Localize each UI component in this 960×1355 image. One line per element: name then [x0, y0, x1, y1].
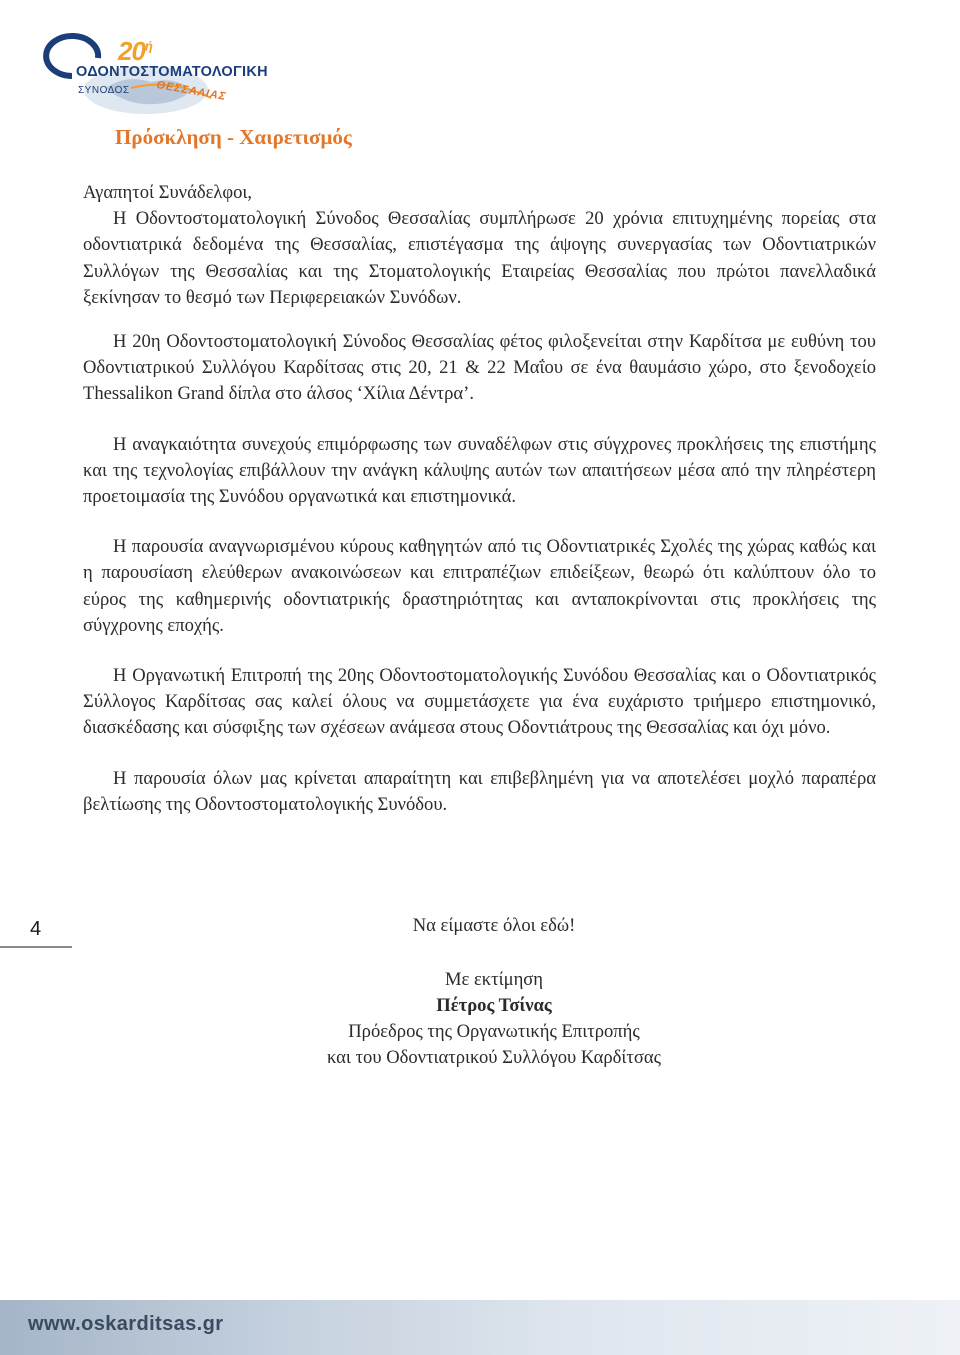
logo-region: ΘΕΣΣΑΛΙΑΣ: [155, 78, 228, 104]
paragraph-4: Η παρουσία αναγνωρισμένου κύρους καθηγητών από τις Οδοντιατρικές Σχολές της χώρας καθώς και η παρουσίαση ελεύθερων ανακοινώσεων και επιτραπέζιων επιδείξεων, θεωρώ ότι καλύπτουν όλο το εύρος της καθημερινής οδοντιατρικής δραστηριότητας και ανταποκρίνονται στις προκλήσεις της σύγχρονης εποχής.: [83, 536, 876, 636]
logo-synodos: ΣΥΝΟΔΟΣ: [78, 85, 130, 96]
greeting: Αγαπητοί Συνάδελφοι,: [83, 182, 253, 203]
logo-name: ΟΔΟΝΤΟΣΤΟΜΑΤΟΛΟΓΙΚΗ: [76, 64, 268, 80]
signer-role-1: Πρόεδρος της Οργανωτικής Επιτροπής: [348, 1021, 640, 1042]
closing-regards: Με εκτίμηση: [444, 969, 544, 990]
paragraph-5: Η Οργανωτική Επιτροπή της 20ης Οδοντοστοματολογικής Συνόδου Θεσσαλίας και ο Οδοντιατρικός Σύλλογος Καρδίτσας σας καλεί όλους να συμμετάσχετε για ένα ευχάριστο τριήμερο επιστημονικό, διασκέδασης και σύσφιξης των σχέσεων ανάμεσα στους Οδοντιάτρους της Θεσσαλίας και όχι μόνο.: [83, 665, 876, 739]
conference-logo: [36, 18, 268, 118]
paragraph-1: Η Οδοντοστοματολογική Σύνοδος Θεσσαλίας συμπλήρωσε 20 χρόνια επιτυχημένης πορείας στα οδοντιατρικά δεδομένα της Θεσσαλίας, επιστέγασμα της άψογης συνεργασίας των Οδοντιατρικών Συλλόγων της Θεσσαλίας και της Στοματολογικής Εταιρείας Θεσσαλίας που πρώτοι πανελλαδικά ξεκίνησαν το θεσμό των Περιφερειακών Συνόδων.: [83, 208, 876, 308]
signer-role-2: και του Οδοντιατρικού Συλλόγου Καρδίτσας: [326, 1047, 662, 1068]
footer-url: www.oskarditsas.gr: [28, 1313, 224, 1335]
letter-closing: [180, 913, 808, 1071]
paragraph-6: Η παρουσία όλων μας κρίνεται απαραίτητη και επιβεβλημένη για να αποτελέσει μοχλό παραπέρα βελτίωσης της Οδοντοστοματολογικής Συνόδου.: [83, 767, 876, 815]
page-number-rule: [0, 946, 72, 948]
closing-wish: Να είμαστε όλοι εδώ!: [412, 915, 576, 936]
logo-edition: $20^ή$: [118, 36, 152, 66]
signer-name: Πέτρος Τσίνας: [436, 995, 552, 1016]
page-number: 4: [30, 918, 42, 940]
page-title: Πρόσκληση - Χαιρετισμός: [115, 125, 352, 149]
paragraph-3: Η αναγκαιότητα συνεχούς επιμόρφωσης των συναδέλφων στις σύγχρονες προκλήσεις της επιστήμης και της τεχνολογίας επιβάλλουν την ανάγκη κάλυψης αυτών των απαιτήσεων μέσα από την πληρέστερη προετοιμασία της Συνόδου οργανωτικά και επιστημονικά.: [83, 433, 876, 508]
paragraph-2: Η 20η Οδοντοστοματολογική Σύνοδος Θεσσαλίας φέτος φιλοξενείται στην Καρδίτσα με ευθύνη του Οδοντιατρικού Συλλόγου Καρδίτσας στις 20, 21 & 22 Μαΐου σε ένα θαυμάσιο χώρο, στο ξενοδοχείο Thessalikon Grand δίπλα στο άλσος ‘Χίλια Δέντρα’.: [83, 331, 876, 405]
letter-body: [83, 180, 876, 842]
